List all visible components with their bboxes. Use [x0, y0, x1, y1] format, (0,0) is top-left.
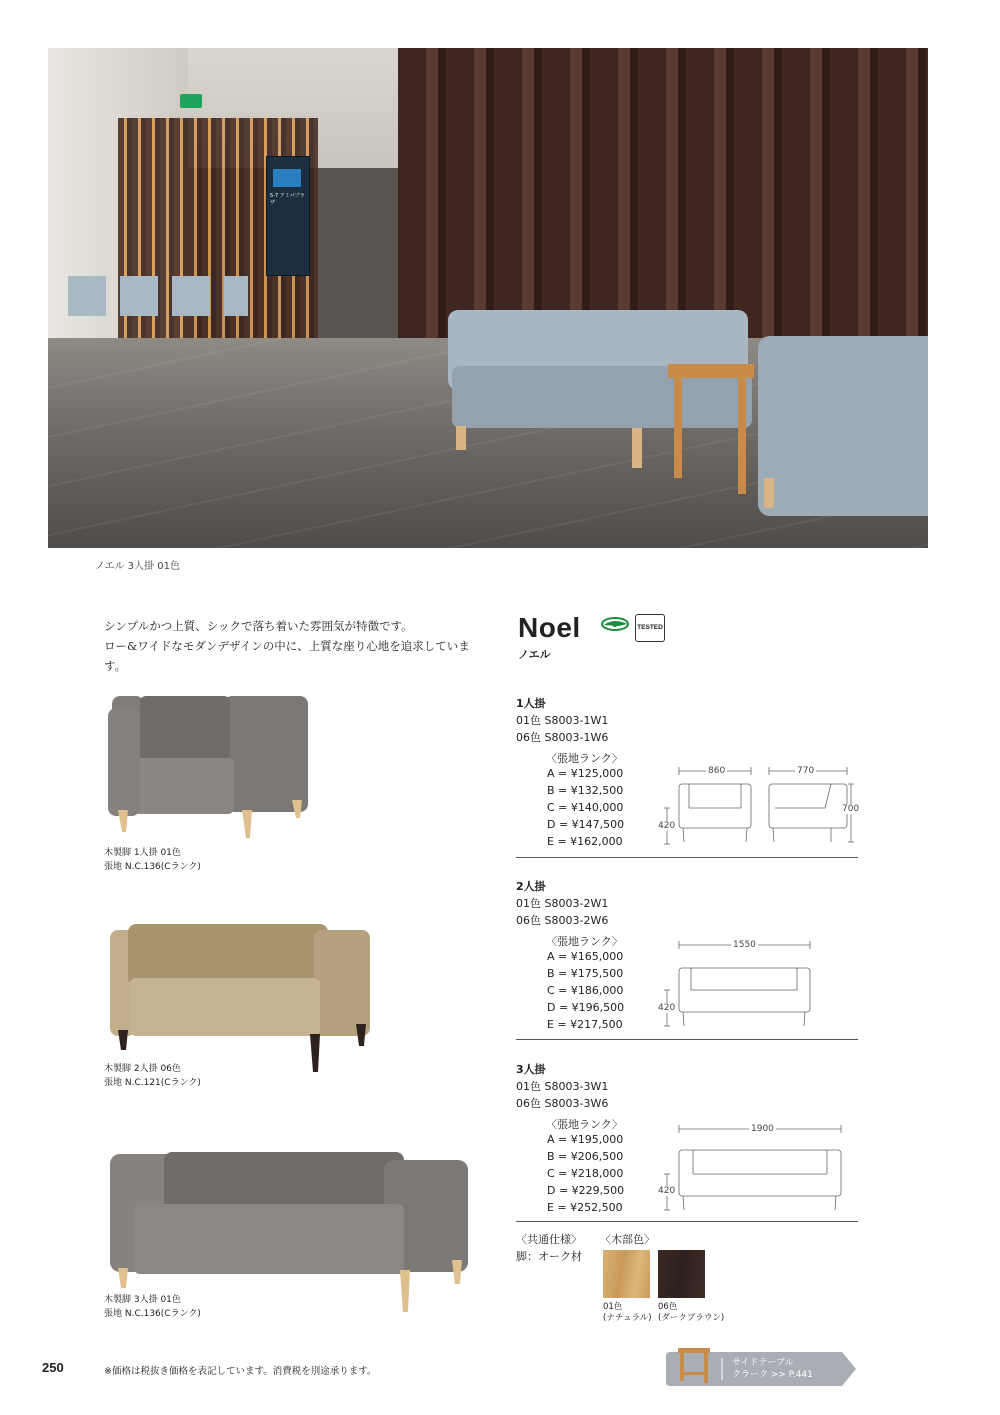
side-table-icon — [672, 1344, 718, 1384]
dim-width: 1550 — [733, 940, 756, 950]
price-note: ※価格は税抜き価格を表記しています。消費税を別途承ります。 — [104, 1366, 377, 1377]
green-mark-icon — [601, 616, 629, 632]
divider — [516, 857, 858, 858]
price-row: B = ¥206,500 — [547, 1150, 624, 1163]
product-caption-1-seater — [104, 846, 201, 874]
common-spec-leg: 脚：オーク材 — [516, 1250, 582, 1263]
price-row: D = ¥147,500 — [547, 818, 625, 831]
price-row: B = ¥132,500 — [547, 784, 624, 797]
divider — [516, 1039, 858, 1040]
wood-swatch-natural — [603, 1250, 650, 1298]
product-title: Noel — [518, 612, 581, 643]
dimension-drawing-2-seater — [655, 938, 820, 1030]
exit-sign-icon — [180, 94, 202, 108]
price-row: D = ¥229,500 — [547, 1184, 625, 1197]
price-row: E = ¥217,500 — [547, 1018, 623, 1031]
sign-text: 5-7 アミパプラザ — [270, 193, 305, 206]
intro-line: ロー&ワイドなモダンデザインの中に、上質な座り心地を追求しています。 — [104, 639, 470, 673]
caption-line: 木製脚 2人掛 06色 — [104, 1064, 181, 1074]
common-spec-header: 〈共通仕様〉 — [516, 1233, 582, 1246]
photo-far-sofas — [68, 276, 248, 316]
price-row: C = ¥186,000 — [547, 984, 624, 997]
price-row: B = ¥175,500 — [547, 967, 624, 980]
related-line: クラーク >> P.441 — [732, 1370, 813, 1380]
spec-code: 01色 S8003-1W1 — [516, 714, 609, 727]
dim-depth: 770 — [797, 766, 815, 776]
dim-width: 1900 — [751, 1124, 774, 1134]
product-subtitle: ノエル — [518, 648, 551, 661]
dim-seat-height: 420 — [658, 1003, 676, 1013]
wood-swatch-dark-brown — [658, 1250, 705, 1298]
photo-side-table-leg — [738, 378, 746, 494]
photo-armchair-leg — [764, 478, 774, 508]
spec-code: 01色 S8003-3W1 — [516, 1080, 609, 1093]
spec-name: 1人掛 — [516, 697, 546, 710]
photo-directory-sign — [266, 156, 310, 276]
hero-photo — [48, 48, 928, 548]
dim-height: 700 — [842, 804, 860, 814]
spec-code: 06色 S8003-3W6 — [516, 1097, 609, 1110]
price-row: C = ¥218,000 — [547, 1167, 624, 1180]
intro-text — [104, 616, 484, 676]
intro-line: シンプルかつ上質、シックで落ち着いた雰囲気が特徴です。 — [104, 619, 413, 633]
swatch-caption-line: (ナチュラル) — [603, 1313, 652, 1323]
photo-side-table-leg — [674, 378, 682, 478]
photo-armchair — [758, 336, 928, 516]
page-number: 250 — [42, 1360, 64, 1375]
dimension-drawing-1-seater — [655, 764, 860, 846]
divider — [516, 1221, 858, 1222]
swatch-caption-dark-brown — [658, 1302, 724, 1324]
dim-width: 860 — [708, 766, 726, 776]
related-item-link[interactable] — [666, 1352, 856, 1386]
dim-seat-height: 420 — [658, 1186, 676, 1196]
hero-caption: ノエル 3人掛 01色 — [95, 561, 180, 572]
product-photo-1-seater — [104, 690, 314, 840]
price-row: C = ¥140,000 — [547, 801, 624, 814]
price-row: D = ¥196,500 — [547, 1001, 625, 1014]
spec-name: 2人掛 — [516, 880, 546, 893]
swatch-caption-line: 06色 — [658, 1302, 678, 1312]
product-caption-2-seater — [104, 1062, 201, 1090]
swatch-caption-line: (ダークブラウン) — [658, 1313, 725, 1323]
caption-line: 張地 N.C.136(Cランク) — [104, 862, 201, 872]
swatch-caption-natural — [603, 1302, 652, 1324]
related-text — [732, 1357, 813, 1381]
rank-header: 〈張地ランク〉 — [546, 935, 623, 948]
price-row: A = ¥165,000 — [547, 950, 624, 963]
product-photo-3-seater — [104, 1148, 474, 1316]
price-row: A = ¥125,000 — [547, 767, 624, 780]
related-line: サイドテーブル — [732, 1358, 794, 1368]
spec-code: 01色 S8003-2W1 — [516, 897, 609, 910]
photo-sofa-leg — [632, 428, 642, 468]
tested-badge: TESTED — [635, 614, 665, 642]
spec-code: 06色 S8003-1W6 — [516, 731, 609, 744]
caption-line: 木製脚 1人掛 01色 — [104, 848, 181, 858]
dimension-drawing-3-seater — [655, 1122, 850, 1214]
wood-color-header: 〈木部色〉 — [600, 1233, 655, 1246]
product-photo-2-seater — [104, 920, 374, 1076]
photo-sofa-leg — [456, 426, 466, 450]
price-row: E = ¥252,500 — [547, 1201, 623, 1214]
dim-seat-height: 420 — [658, 821, 676, 831]
price-row: A = ¥195,000 — [547, 1133, 624, 1146]
photo-side-table-top — [668, 364, 754, 378]
rank-header: 〈張地ランク〉 — [546, 1118, 623, 1131]
spec-name: 3人掛 — [516, 1063, 546, 1076]
product-caption-3-seater — [104, 1293, 201, 1321]
price-row: E = ¥162,000 — [547, 835, 623, 848]
spec-code: 06色 S8003-2W6 — [516, 914, 609, 927]
caption-line: 木製脚 3人掛 01色 — [104, 1295, 181, 1305]
caption-line: 張地 N.C.121(Cランク) — [104, 1078, 201, 1088]
swatch-caption-line: 01色 — [603, 1302, 623, 1312]
rank-header: 〈張地ランク〉 — [546, 752, 623, 765]
caption-line: 張地 N.C.136(Cランク) — [104, 1309, 201, 1319]
